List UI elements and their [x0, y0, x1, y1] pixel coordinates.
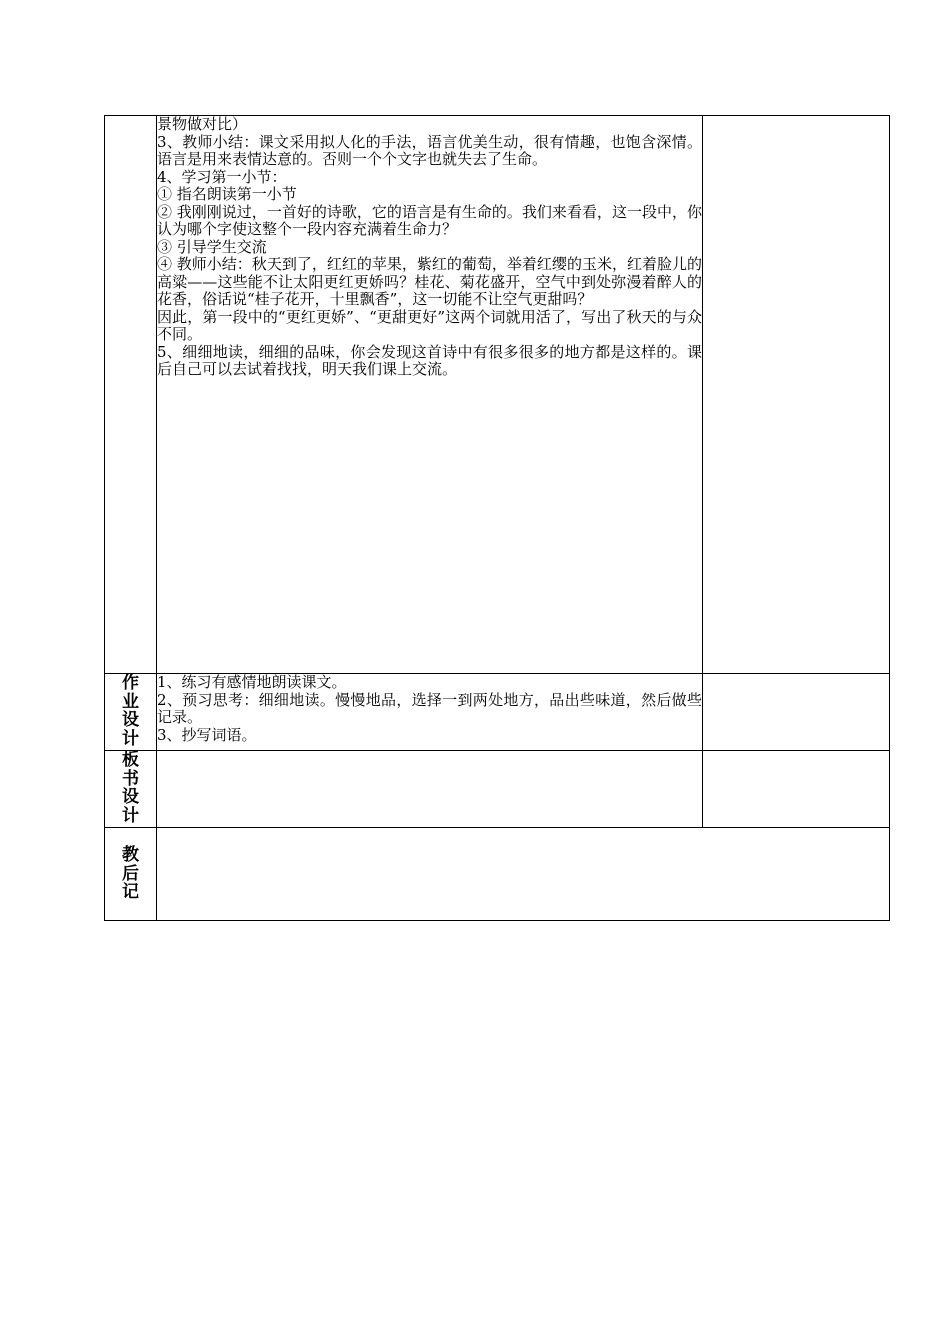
board-design-row	[105, 751, 890, 828]
board-design-content-cell	[157, 751, 703, 828]
homework-line: 1、练习有感情地朗读课文。	[157, 673, 347, 691]
process-line: 4、学习第一小节：	[157, 167, 287, 186]
teaching-process-note-cell	[703, 116, 890, 674]
reflection-content-cell	[157, 828, 890, 921]
board-design-note-cell	[703, 751, 890, 828]
homework-label-cell	[105, 674, 157, 751]
process-line: 景物做对比）	[157, 115, 248, 133]
homework-row	[105, 674, 890, 751]
teaching-process-label-cell	[105, 116, 157, 674]
process-line: ④ 教师小结：秋天到了，红红的苹果，紫红的葡萄，举着红缨的玉米，红着脸儿的高粱——这些能不让太阳更红更娇吗？桂花、菊花盛开，空气中到处弥漫着醉人的花香，俗话说“桂子花开，十里飘香”，这一切能不让空气更甜吗？	[157, 255, 702, 308]
homework-content	[157, 674, 703, 751]
homework-line: 2、预习思考：细细地读。慢慢地品，选择一到两处地方，品出些味道，然后做些记录。	[157, 690, 702, 726]
process-line: ③ 引导学生交流	[157, 237, 267, 256]
reflection-label-cell	[105, 828, 157, 921]
teaching-process-content	[157, 116, 703, 674]
process-line: 5、细细地读，细细的品味，你会发现这首诗中有很多很多的地方都是这样的。课后自己可以去试着找找，明天我们课上交流。	[157, 342, 702, 378]
teaching-process-row	[105, 116, 890, 674]
homework-label: 作业设计	[122, 673, 139, 749]
process-line: 因此，第一段中的“更红更娇”、“更甜更好”这两个词就用活了，写出了秋天的与众不同。	[157, 307, 702, 343]
homework-line: 3、抄写词语。	[157, 725, 257, 744]
process-line: ① 指名朗读第一小节	[157, 185, 297, 203]
homework-note-cell	[703, 674, 890, 751]
board-design-label: 板书设计	[122, 750, 139, 826]
lesson-plan-table	[104, 115, 890, 921]
reflection-row	[105, 828, 890, 921]
process-line: ② 我刚刚说过，一首好的诗歌，它的语言是有生命的。我们来看看，这一段中，你认为哪个字使这整个一段内容充满着生命力？	[157, 202, 702, 238]
reflection-label: 教后记	[122, 845, 139, 903]
process-line: 3、教师小结：课文采用拟人化的手法，语言优美生动，很有情趣，也饱含深情。语言是用来表情达意的。否则一个个文字也就失去了生命。	[157, 132, 702, 168]
board-design-label-cell	[105, 751, 157, 828]
